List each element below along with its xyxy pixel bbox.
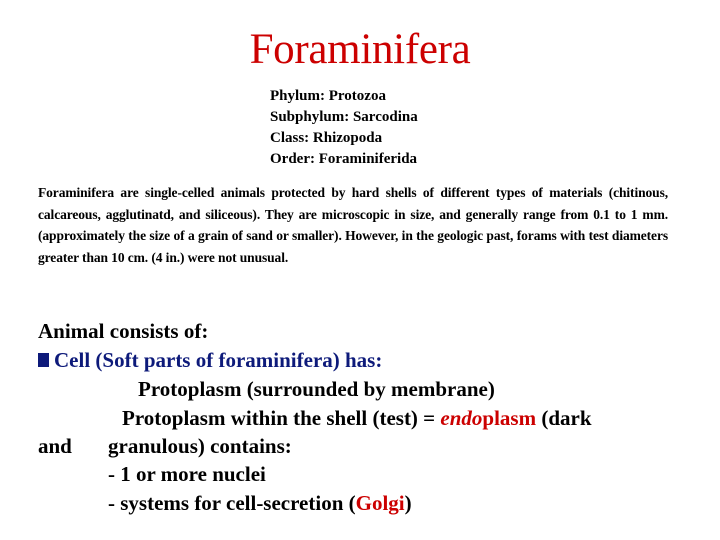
plasm-emphasis: plasm (482, 406, 537, 430)
endo-emphasis: endo (440, 406, 483, 430)
square-bullet-icon (38, 353, 49, 367)
secretion-text-before: - systems for cell-secretion ( (108, 491, 356, 515)
protoplasm-line: Protoplasm (surrounded by membrane) (138, 377, 495, 401)
section-heading: Animal consists of: (38, 319, 209, 343)
taxonomy-block (270, 86, 418, 170)
order-line: Order: Foraminiferida (270, 151, 418, 167)
and-word: and (38, 434, 72, 458)
endoplasm-text-after: (dark (536, 406, 592, 430)
class-line: Class: Rhizopoda (270, 130, 383, 146)
description-paragraph: Foraminifera are single-celled animals protected by hard shells of different types of materials (chitinous, calcareous, agglutinatd, and siliceous). They are microscopic in size, and generally range from 0.1 to 1 mm. (approximately the size of a grain of sand or smaller). However, in the geologic past, forams with test diameters greater than 10 cm. (4 in.) were not unusual. (38, 185, 668, 265)
page-title: Foraminifera (249, 26, 471, 73)
granulous-line: granulous) contains: (108, 434, 292, 458)
nuclei-line: - 1 or more nuclei (108, 462, 266, 486)
endoplasm-text-before: Protoplasm within the shell (test) = (122, 406, 441, 430)
endoplasm-line (122, 403, 592, 433)
phylum-line: Phylum: Protozoa (270, 88, 386, 104)
golgi-emphasis: Golgi (355, 491, 405, 515)
subphylum-line: Subphylum: Sarcodina (270, 109, 418, 125)
secretion-text-after: ) (404, 491, 412, 515)
secretion-line (108, 488, 412, 518)
bullet-text: Cell (Soft parts of foraminifera) has: (54, 348, 383, 372)
bullet-item (38, 345, 382, 375)
